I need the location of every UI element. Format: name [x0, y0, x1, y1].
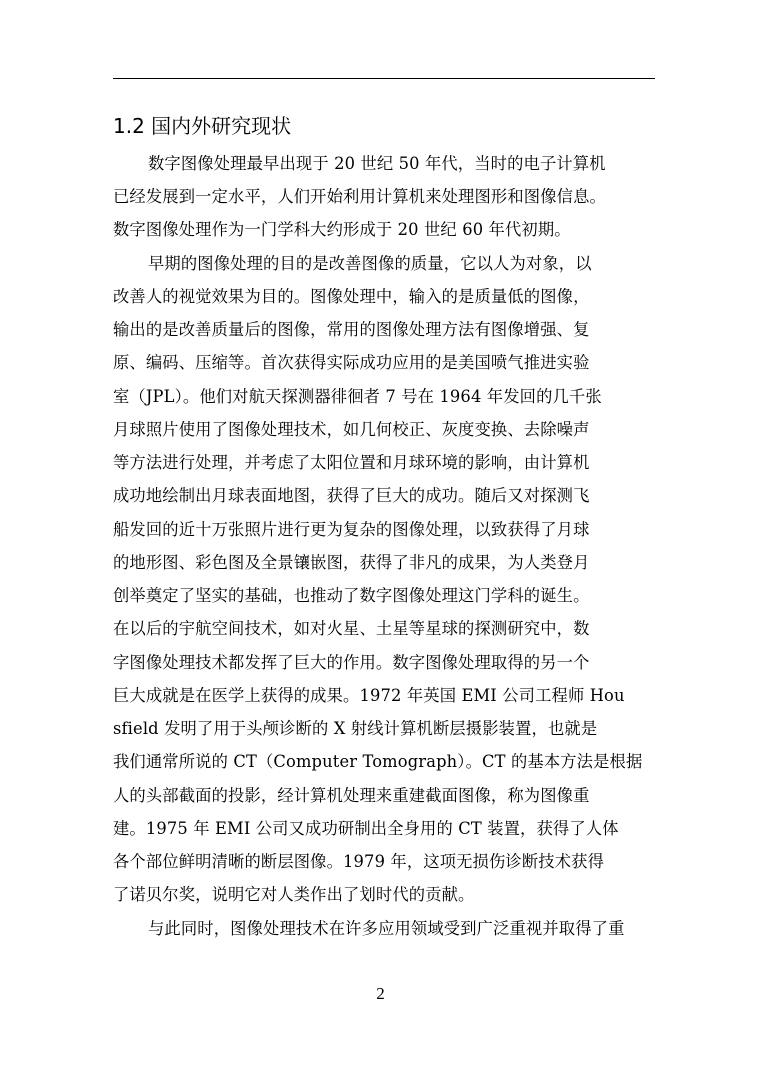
text-line: sfield 发明了用于头颅诊断的 X 射线计算机断层摄影装置，也就是 — [113, 719, 598, 738]
text-line: 早期的图像处理的目的是改善图像的质量，它以人为对象，以 — [148, 254, 592, 273]
text-line: 了诺贝尔奖，说明它对人类作出了划时代的贡献。 — [113, 885, 475, 904]
text-line: 室（JPL）。他们对航天探测器徘徊者 7 号在 1964 年发回的几千张 — [113, 387, 602, 406]
page-number: 2 — [376, 984, 385, 1003]
text-line: 我们通常所说的 CT（Computer Tomograph）。CT 的基本方法是根据 — [113, 752, 643, 771]
text-line: 已经发展到一定水平，人们开始利用计算机来处理图形和图像信息。 — [113, 187, 606, 206]
text-line: 建。1975 年 EMI 公司又成功研制出全身用的 CT 装置，获得了人体 — [113, 819, 619, 838]
text-line: 与此同时，图像处理技术在许多应用领域受到广泛重视并取得了重 — [148, 919, 625, 938]
text-line: 船发回的近十万张照片进行更为复杂的图像处理，以致获得了月球 — [113, 520, 590, 539]
text-line: 创举奠定了坚实的基础，也推动了数字图像处理这门学科的诞生。 — [113, 586, 590, 605]
text-line: 数字图像处理最早出现于 20 世纪 50 年代，当时的电子计算机 — [148, 154, 606, 173]
text-line: 原、编码、压缩等。首次获得实际成功应用的是美国喷气推进实验 — [113, 353, 590, 372]
text-line: 各个部位鲜明清晰的断层图像。1979 年，这项无损伤诊断技术获得 — [113, 852, 605, 871]
text-line: 月球照片使用了图像处理技术，如几何校正、灰度变换、去除噪声 — [113, 420, 590, 439]
text-line: 字图像处理技术都发挥了巨大的作用。数字图像处理取得的另一个 — [113, 653, 590, 672]
text-line: 输出的是改善质量后的图像，常用的图像处理方法有图像增强、复 — [113, 320, 590, 339]
text-line: 人的头部截面的投影，经计算机处理来重建截面图像，称为图像重 — [113, 786, 590, 805]
text-line: 在以后的宇航空间技术，如对火星、土星等星球的探测研究中，数 — [113, 619, 590, 638]
section-heading: 1.2 国内外研究现状 — [113, 114, 292, 138]
text-line: 等方法进行处理，并考虑了太阳位置和月球环境的影响，由计算机 — [113, 453, 590, 472]
text-line: 巨大成就是在医学上获得的成果。1972 年英国 EMI 公司工程师 Hou — [113, 686, 625, 705]
text-line: 数字图像处理作为一门学科大约形成于 20 世纪 60 年代初期。 — [113, 220, 571, 239]
text-line: 的地形图、彩色图及全景镶嵌图，获得了非凡的成果，为人类登月 — [113, 553, 590, 572]
header-rule — [113, 78, 655, 79]
text-line: 成功地绘制出月球表面地图，获得了巨大的成功。随后又对探测飞 — [113, 486, 590, 505]
text-line: 改善人的视觉效果为目的。图像处理中，输入的是质量低的图像， — [113, 287, 590, 306]
